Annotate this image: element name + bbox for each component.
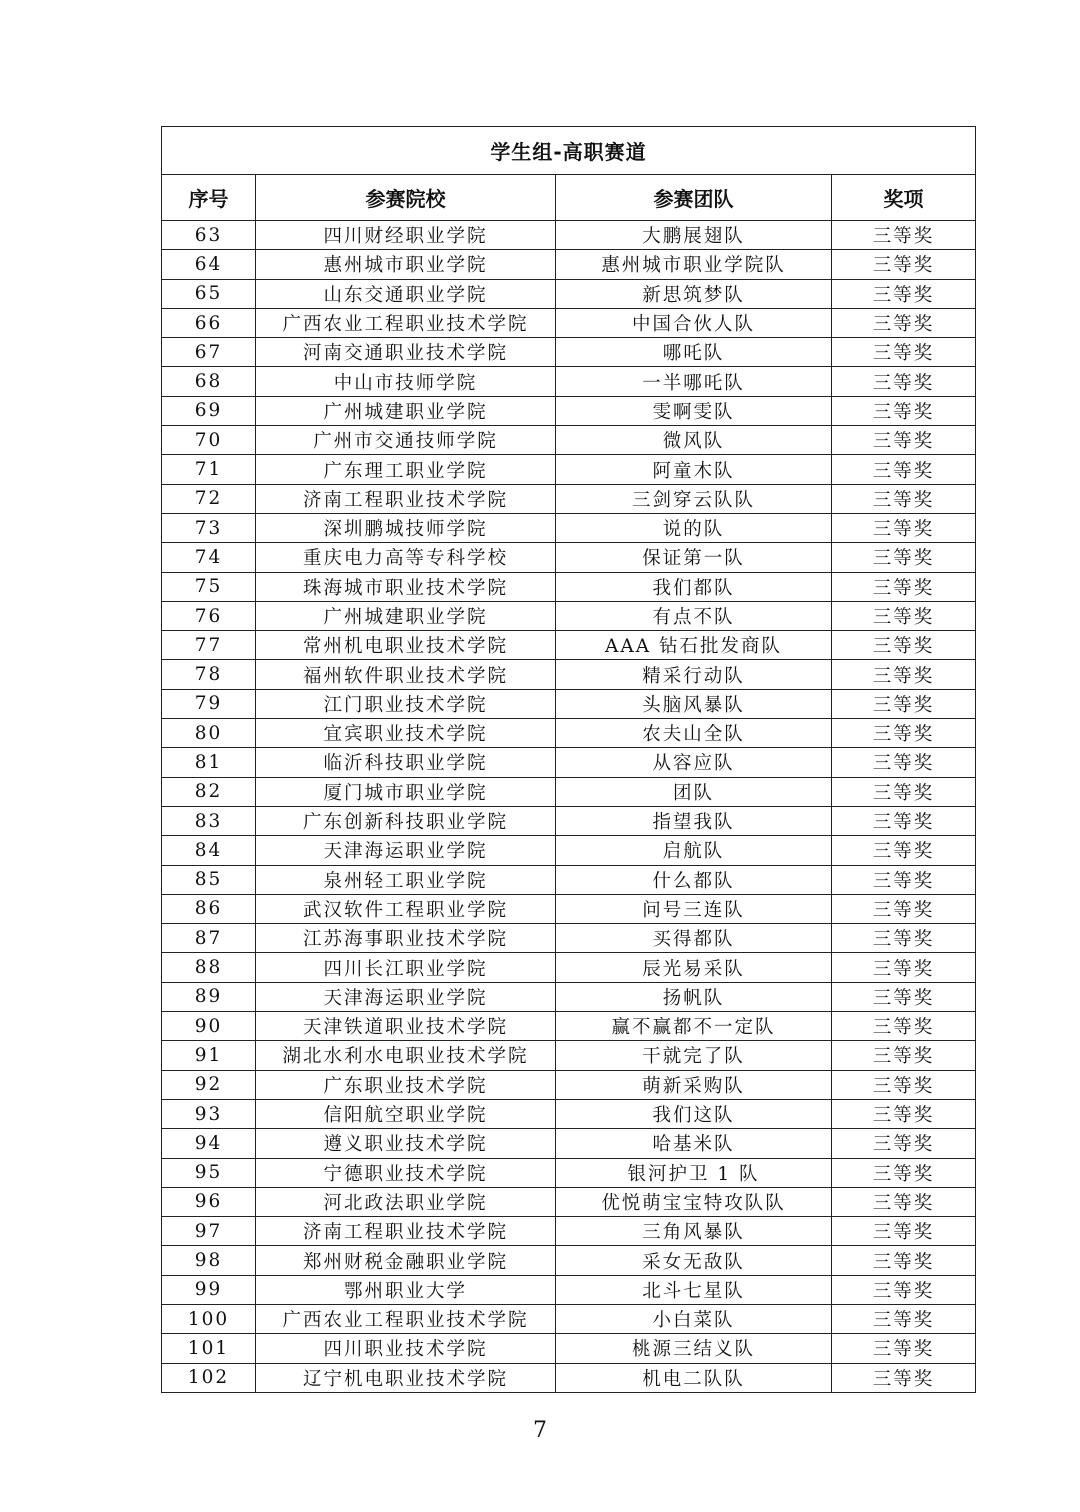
cell-serial-number: 102 [162, 1363, 256, 1392]
header-team: 参赛团队 [556, 175, 832, 221]
table-row [162, 865, 976, 894]
cell-award: 三等奖 [832, 426, 976, 455]
cell-serial-number: 95 [162, 1158, 256, 1187]
table-row [162, 279, 976, 308]
cell-team: 启航队 [556, 836, 832, 865]
cell-team: 辰光易采队 [556, 953, 832, 982]
cell-team: 保证第一队 [556, 543, 832, 572]
cell-serial-number: 97 [162, 1217, 256, 1246]
cell-school: 广西农业工程职业技术学院 [256, 308, 556, 337]
cell-team: 有点不队 [556, 601, 832, 630]
cell-award: 三等奖 [832, 543, 976, 572]
cell-serial-number: 99 [162, 1275, 256, 1304]
cell-award: 三等奖 [832, 1304, 976, 1333]
table-row [162, 660, 976, 689]
cell-school: 宁德职业技术学院 [256, 1158, 556, 1187]
cell-award: 三等奖 [832, 719, 976, 748]
cell-team: 指望我队 [556, 806, 832, 835]
cell-serial-number: 63 [162, 221, 256, 250]
cell-award: 三等奖 [832, 601, 976, 630]
cell-award: 三等奖 [832, 279, 976, 308]
cell-serial-number: 65 [162, 279, 256, 308]
cell-school: 广西农业工程职业技术学院 [256, 1304, 556, 1333]
cell-school: 天津铁道职业技术学院 [256, 1012, 556, 1041]
cell-serial-number: 82 [162, 777, 256, 806]
cell-school: 广东理工职业学院 [256, 455, 556, 484]
cell-award: 三等奖 [832, 865, 976, 894]
cell-team: 采女无敌队 [556, 1246, 832, 1275]
cell-serial-number: 71 [162, 455, 256, 484]
cell-serial-number: 67 [162, 338, 256, 367]
cell-award: 三等奖 [832, 1217, 976, 1246]
cell-team: 什么都队 [556, 865, 832, 894]
cell-school: 四川职业技术学院 [256, 1334, 556, 1363]
cell-serial-number: 91 [162, 1041, 256, 1070]
cell-award: 三等奖 [832, 221, 976, 250]
cell-award: 三等奖 [832, 396, 976, 425]
table-row [162, 982, 976, 1011]
table-row [162, 748, 976, 777]
table-row [162, 1187, 976, 1216]
cell-school: 武汉软件工程职业学院 [256, 894, 556, 923]
cell-team: 银河护卫 1 队 [556, 1158, 832, 1187]
cell-school: 辽宁机电职业技术学院 [256, 1363, 556, 1392]
cell-award: 三等奖 [832, 250, 976, 279]
cell-team: 北斗七星队 [556, 1275, 832, 1304]
cell-team: 我们都队 [556, 572, 832, 601]
cell-team: 微风队 [556, 426, 832, 455]
cell-team: 三角风暴队 [556, 1217, 832, 1246]
table-row [162, 719, 976, 748]
table-row [162, 513, 976, 542]
cell-award: 三等奖 [832, 689, 976, 718]
cell-school: 深圳鹏城技师学院 [256, 513, 556, 542]
cell-school: 天津海运职业学院 [256, 982, 556, 1011]
cell-school: 广东职业技术学院 [256, 1070, 556, 1099]
cell-team: 桃源三结义队 [556, 1334, 832, 1363]
cell-serial-number: 76 [162, 601, 256, 630]
cell-team: 新思筑梦队 [556, 279, 832, 308]
cell-team: 干就完了队 [556, 1041, 832, 1070]
cell-team: 三剑穿云队队 [556, 484, 832, 513]
cell-award: 三等奖 [832, 1187, 976, 1216]
table-row [162, 1217, 976, 1246]
cell-award: 三等奖 [832, 1099, 976, 1128]
cell-school: 济南工程职业技术学院 [256, 484, 556, 513]
table-row [162, 601, 976, 630]
cell-school: 福州软件职业技术学院 [256, 660, 556, 689]
header-school: 参赛院校 [256, 175, 556, 221]
table-row [162, 1041, 976, 1070]
cell-team: 大鹏展翅队 [556, 221, 832, 250]
table-row [162, 1363, 976, 1392]
cell-team: 优悦萌宝宝特攻队队 [556, 1187, 832, 1216]
cell-serial-number: 86 [162, 894, 256, 923]
cell-award: 三等奖 [832, 367, 976, 396]
cell-award: 三等奖 [832, 953, 976, 982]
cell-team: 哪吒队 [556, 338, 832, 367]
cell-award: 三等奖 [832, 1158, 976, 1187]
cell-award: 三等奖 [832, 1334, 976, 1363]
cell-serial-number: 74 [162, 543, 256, 572]
cell-award: 三等奖 [832, 748, 976, 777]
table-row [162, 367, 976, 396]
cell-school: 湖北水利水电职业技术学院 [256, 1041, 556, 1070]
cell-team: 我们这队 [556, 1099, 832, 1128]
cell-serial-number: 64 [162, 250, 256, 279]
table-row [162, 1012, 976, 1041]
page-number: 7 [533, 1418, 547, 1443]
cell-award: 三等奖 [832, 1129, 976, 1158]
cell-serial-number: 88 [162, 953, 256, 982]
cell-school: 河南交通职业技术学院 [256, 338, 556, 367]
cell-award: 三等奖 [832, 836, 976, 865]
cell-team: 问号三连队 [556, 894, 832, 923]
cell-school: 中山市技师学院 [256, 367, 556, 396]
table-row [162, 689, 976, 718]
table-row [162, 1246, 976, 1275]
cell-team: 团队 [556, 777, 832, 806]
table-header-row [162, 175, 976, 221]
cell-award: 三等奖 [832, 1012, 976, 1041]
table-row [162, 631, 976, 660]
table-row [162, 1070, 976, 1099]
cell-award: 三等奖 [832, 631, 976, 660]
cell-school: 四川财经职业学院 [256, 221, 556, 250]
cell-school: 济南工程职业技术学院 [256, 1217, 556, 1246]
cell-school: 珠海城市职业技术学院 [256, 572, 556, 601]
table-row [162, 572, 976, 601]
cell-serial-number: 70 [162, 426, 256, 455]
cell-serial-number: 101 [162, 1334, 256, 1363]
cell-team: 赢不赢都不一定队 [556, 1012, 832, 1041]
cell-serial-number: 80 [162, 719, 256, 748]
table-row [162, 250, 976, 279]
table-row [162, 777, 976, 806]
cell-award: 三等奖 [832, 777, 976, 806]
cell-award: 三等奖 [832, 806, 976, 835]
header-award: 奖项 [832, 175, 976, 221]
cell-team: 中国合伙人队 [556, 308, 832, 337]
awards-table-container [161, 126, 975, 1393]
cell-team: 精采行动队 [556, 660, 832, 689]
cell-award: 三等奖 [832, 308, 976, 337]
cell-team: 阿童木队 [556, 455, 832, 484]
cell-school: 宜宾职业技术学院 [256, 719, 556, 748]
cell-school: 江苏海事职业技术学院 [256, 924, 556, 953]
cell-school: 厦门城市职业学院 [256, 777, 556, 806]
cell-serial-number: 85 [162, 865, 256, 894]
cell-team: 哈基米队 [556, 1129, 832, 1158]
cell-serial-number: 89 [162, 982, 256, 1011]
cell-serial-number: 90 [162, 1012, 256, 1041]
cell-team: 雯啊雯队 [556, 396, 832, 425]
table-row [162, 308, 976, 337]
cell-serial-number: 92 [162, 1070, 256, 1099]
cell-serial-number: 68 [162, 367, 256, 396]
cell-serial-number: 66 [162, 308, 256, 337]
cell-award: 三等奖 [832, 338, 976, 367]
cell-team: 惠州城市职业学院队 [556, 250, 832, 279]
table-row [162, 455, 976, 484]
cell-school: 山东交通职业学院 [256, 279, 556, 308]
cell-award: 三等奖 [832, 1275, 976, 1304]
header-serial-number: 序号 [162, 175, 256, 221]
cell-team: 说的队 [556, 513, 832, 542]
cell-serial-number: 96 [162, 1187, 256, 1216]
cell-school: 信阳航空职业学院 [256, 1099, 556, 1128]
cell-school: 广东创新科技职业学院 [256, 806, 556, 835]
cell-serial-number: 84 [162, 836, 256, 865]
cell-serial-number: 98 [162, 1246, 256, 1275]
cell-award: 三等奖 [832, 982, 976, 1011]
cell-serial-number: 73 [162, 513, 256, 542]
table-row [162, 338, 976, 367]
table-row [162, 894, 976, 923]
cell-team: 买得都队 [556, 924, 832, 953]
table-title: 学生组-高职赛道 [162, 127, 976, 175]
cell-award: 三等奖 [832, 484, 976, 513]
table-body [162, 221, 976, 1393]
cell-award: 三等奖 [832, 1363, 976, 1392]
awards-table [161, 126, 976, 1393]
table-row [162, 1334, 976, 1363]
cell-serial-number: 69 [162, 396, 256, 425]
cell-school: 郑州财税金融职业学院 [256, 1246, 556, 1275]
cell-team: 从容应队 [556, 748, 832, 777]
cell-serial-number: 100 [162, 1304, 256, 1333]
cell-award: 三等奖 [832, 1246, 976, 1275]
cell-award: 三等奖 [832, 894, 976, 923]
cell-team: 一半哪吒队 [556, 367, 832, 396]
table-row [162, 1275, 976, 1304]
cell-team: 头脑风暴队 [556, 689, 832, 718]
table-row [162, 806, 976, 835]
cell-school: 天津海运职业学院 [256, 836, 556, 865]
cell-school: 遵义职业技术学院 [256, 1129, 556, 1158]
table-row [162, 953, 976, 982]
table-row [162, 924, 976, 953]
cell-serial-number: 81 [162, 748, 256, 777]
cell-award: 三等奖 [832, 924, 976, 953]
table-row [162, 1158, 976, 1187]
cell-award: 三等奖 [832, 660, 976, 689]
cell-serial-number: 72 [162, 484, 256, 513]
table-row [162, 1129, 976, 1158]
cell-serial-number: 78 [162, 660, 256, 689]
cell-serial-number: 83 [162, 806, 256, 835]
cell-school: 江门职业技术学院 [256, 689, 556, 718]
table-row [162, 396, 976, 425]
table-row [162, 1099, 976, 1128]
cell-school: 广州城建职业学院 [256, 396, 556, 425]
cell-school: 惠州城市职业学院 [256, 250, 556, 279]
table-row [162, 426, 976, 455]
cell-award: 三等奖 [832, 1070, 976, 1099]
cell-award: 三等奖 [832, 455, 976, 484]
cell-school: 鄂州职业大学 [256, 1275, 556, 1304]
cell-award: 三等奖 [832, 1041, 976, 1070]
cell-serial-number: 93 [162, 1099, 256, 1128]
cell-team: 小白菜队 [556, 1304, 832, 1333]
cell-team: 萌新采购队 [556, 1070, 832, 1099]
cell-serial-number: 79 [162, 689, 256, 718]
table-row [162, 484, 976, 513]
cell-school: 泉州轻工职业学院 [256, 865, 556, 894]
cell-team: AAA 钻石批发商队 [556, 631, 832, 660]
cell-school: 重庆电力高等专科学校 [256, 543, 556, 572]
table-row [162, 836, 976, 865]
cell-school: 四川长江职业学院 [256, 953, 556, 982]
cell-school: 河北政法职业学院 [256, 1187, 556, 1216]
cell-serial-number: 87 [162, 924, 256, 953]
cell-team: 农夫山全队 [556, 719, 832, 748]
cell-serial-number: 94 [162, 1129, 256, 1158]
table-row [162, 1304, 976, 1333]
cell-serial-number: 77 [162, 631, 256, 660]
cell-school: 临沂科技职业学院 [256, 748, 556, 777]
cell-award: 三等奖 [832, 513, 976, 542]
cell-award: 三等奖 [832, 572, 976, 601]
table-row [162, 221, 976, 250]
cell-serial-number: 75 [162, 572, 256, 601]
table-title-row [162, 127, 976, 175]
cell-school: 广州市交通技师学院 [256, 426, 556, 455]
cell-school: 广州城建职业学院 [256, 601, 556, 630]
cell-team: 扬帆队 [556, 982, 832, 1011]
cell-school: 常州机电职业技术学院 [256, 631, 556, 660]
table-row [162, 543, 976, 572]
cell-team: 机电二队队 [556, 1363, 832, 1392]
